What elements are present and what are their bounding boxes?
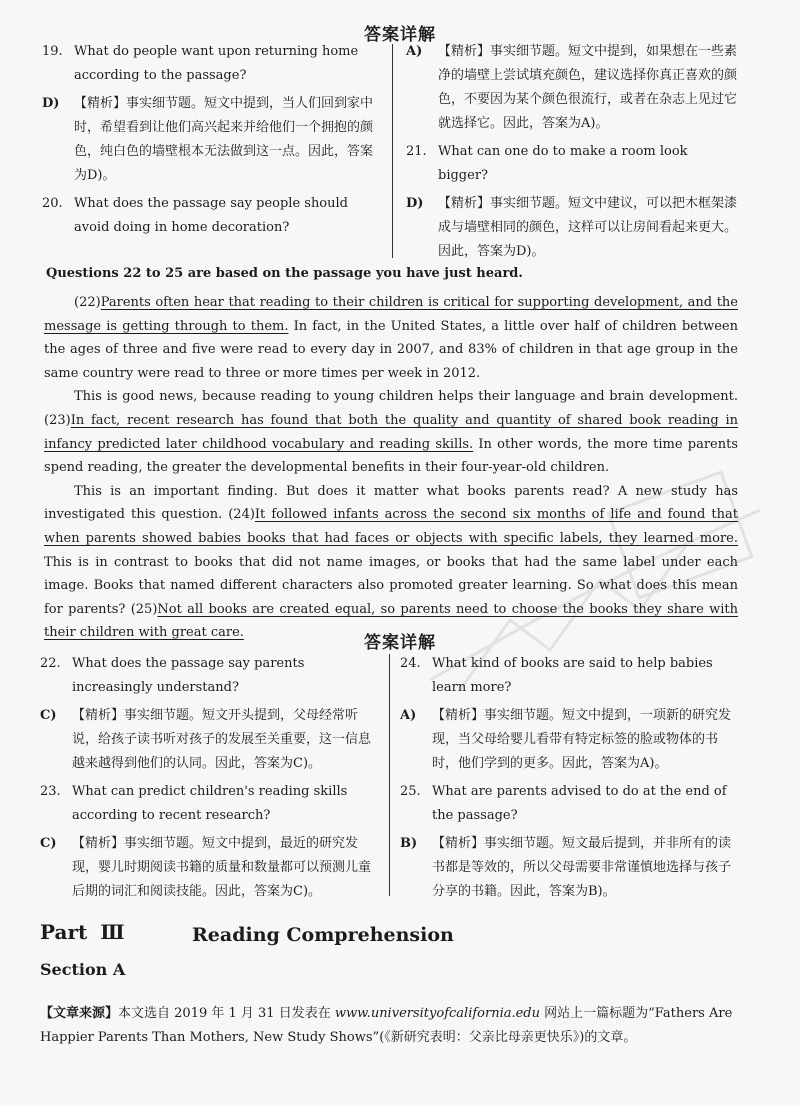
question-19	[42, 40, 378, 88]
source-url: www.universityofcalifornia.edu	[334, 1006, 541, 1021]
part-heading	[40, 920, 125, 944]
part-title: Reading Comprehension	[192, 924, 454, 946]
source-text-2: 网站上一篇标题为“Fathers Are Happier Parents Than Mothers, New Study Shows”(《新研究表明：父亲比母亲更快乐》)的文章。	[40, 1006, 733, 1045]
question-number: 19.	[42, 44, 63, 59]
underlined-sentence-23: In fact, recent research has found that both the quality and quantity of shared book reading in infancy predicted later childhood vocabulary and reading skills.	[44, 412, 738, 452]
answer-22	[40, 704, 374, 776]
question-number: 25.	[400, 784, 421, 799]
answer-explanation: 【精析】事实细节题。短文最后提到，并非所有的读书都是等效的，所以父母需要非常谨慎地选择与孩子分享的书籍。因此，答案为B)。	[432, 836, 732, 899]
source-tag: 【文章来源】	[40, 1006, 119, 1021]
question-24	[400, 652, 738, 700]
question-text: What does the passage say parents increasingly understand?	[72, 656, 305, 695]
answer-explanation: 【精析】事实细节题。短文中提到，最近的研究发现，婴儿时期阅读书籍的质量和数量都可以预测儿童后期的词汇和阅读技能。因此，答案为C)。	[72, 836, 372, 899]
paragraph-1	[44, 291, 738, 385]
source-text: 本文选自 2019 年 1 月 31 日发表在	[118, 1006, 335, 1021]
question-21	[406, 140, 738, 188]
question-marker-24: (24)	[228, 507, 255, 523]
answer-explanation: 【精析】事实细节题。短文开头提到，父母经常听说，给孩子读书听对孩子的发展至关重要，这一信息越来越得到他们的认同。因此，答案为C)。	[72, 708, 372, 771]
question-marker-22: (22)	[74, 295, 101, 310]
paragraph-2	[44, 385, 738, 479]
answer-letter: D)	[406, 196, 424, 211]
underlined-sentence-25: Not all books are created equal, so parents need to choose the books they share with their children with great care.	[44, 601, 738, 641]
question-number: 22.	[40, 656, 61, 671]
answer-letter: C)	[40, 708, 57, 723]
passage-title: Questions 22 to 25 are based on the passage you have just heard.	[46, 266, 523, 281]
answer-details-heading-2: 答案详解	[364, 633, 436, 653]
underlined-sentence-24: It followed infants across the second six months of life and found that when parents showed babies books that had faces or objects with specific labels, they learned more.	[44, 507, 738, 546]
answer-letter: A)	[406, 44, 423, 59]
question-25	[400, 780, 738, 828]
passage-text	[44, 291, 738, 645]
paragraph-text: This is good news, because reading to young children helps their language and brain development.	[74, 389, 738, 405]
answer-23	[40, 832, 374, 904]
answer-25	[400, 832, 738, 904]
question-22	[40, 652, 374, 700]
question-text: What do people want upon returning home according to the passage?	[74, 44, 359, 83]
answer-details-heading: 答案详解	[364, 25, 436, 45]
question-text: What are parents advised to do at the end of the passage?	[432, 784, 727, 823]
answer-explanation: 【精析】事实细节题。短文中提到，当人们回到家中时，希望看到让他们高兴起来并给他们一个拥抱的颜色，纯白色的墙壁根本无法做到这一点。因此，答案为D)。	[74, 96, 374, 183]
answer-letter: D)	[42, 96, 60, 111]
article-source	[40, 1002, 740, 1050]
column-divider	[392, 44, 393, 258]
answer-explanation: 【精析】事实细节题。短文中提到，一项新的研究发现，当父母给婴儿看带有特定标签的脸或物体的书时，他们学到的更多。因此，答案为A)。	[432, 708, 732, 771]
question-number: 23.	[40, 784, 61, 799]
answer-letter: B)	[400, 836, 418, 851]
answer-letter: C)	[40, 836, 57, 851]
question-text: What kind of books are said to help babies learn more?	[432, 656, 713, 695]
answer-block-2-right	[400, 652, 738, 904]
answer-explanation: 【精析】事实细节题。短文中建议，可以把木框架漆成与墙壁相同的颜色，这样可以让房间看起来更大。因此，答案为D)。	[438, 196, 738, 259]
question-number: 20.	[42, 196, 63, 211]
question-20	[42, 192, 378, 240]
question-number: 21.	[406, 144, 427, 159]
paragraph-text: This is in contrast to books that did not name images, or books that had the same label under each image. Books that named different characters also promoted greater learning. So what does this mean for parents?	[44, 554, 738, 617]
column-divider-2	[389, 654, 390, 896]
section-heading: Section A	[40, 960, 126, 979]
paragraph-text: In fact, in the United States, a little over half of children between the ages of three and five were read to every day in 2007, and 83% of children in that age group in the same country were read to three or more times per week in 2012.	[44, 318, 738, 381]
question-marker-25: (25)	[130, 601, 158, 617]
question-text: What can predict children's reading skills according to recent research?	[72, 784, 348, 823]
question-23	[40, 780, 374, 828]
answer-20	[406, 40, 738, 136]
question-text: What does the passage say people should avoid doing in home decoration?	[74, 196, 348, 235]
answer-explanation: 【精析】事实细节题。短文中提到，如果想在一些素净的墙壁上尝试填充颜色，建议选择你真正喜欢的颜色，不要因为某个颜色很流行，或者在杂志上见过它就选择它。因此，答案为A)。	[438, 44, 738, 131]
paragraph-text: In other words, the more time parents spend reading, the greater the developmental benefits in their four-year-old children.	[44, 436, 739, 476]
underlined-sentence-22: Parents often hear that reading to their children is critical for supporting development, and the message is getting through to them.	[44, 295, 738, 334]
answer-block-2-left	[40, 652, 374, 904]
answer-block-1-left	[42, 40, 378, 240]
question-marker-23: (23)	[44, 412, 71, 428]
answer-19	[42, 92, 378, 188]
part-numeral: Ⅲ	[100, 920, 125, 944]
answer-letter: A)	[400, 708, 417, 723]
paragraph-3	[44, 480, 738, 645]
paragraph-text: This is an important finding. But does it matter what books parents read? A new study has investigated this question.	[44, 483, 738, 523]
question-number: 24.	[400, 656, 421, 671]
answer-24	[400, 704, 738, 776]
question-text: What can one do to make a room look bigger?	[438, 144, 688, 183]
answer-21	[406, 192, 738, 264]
answer-block-1-right	[406, 40, 738, 264]
part-label: Part	[40, 920, 88, 944]
